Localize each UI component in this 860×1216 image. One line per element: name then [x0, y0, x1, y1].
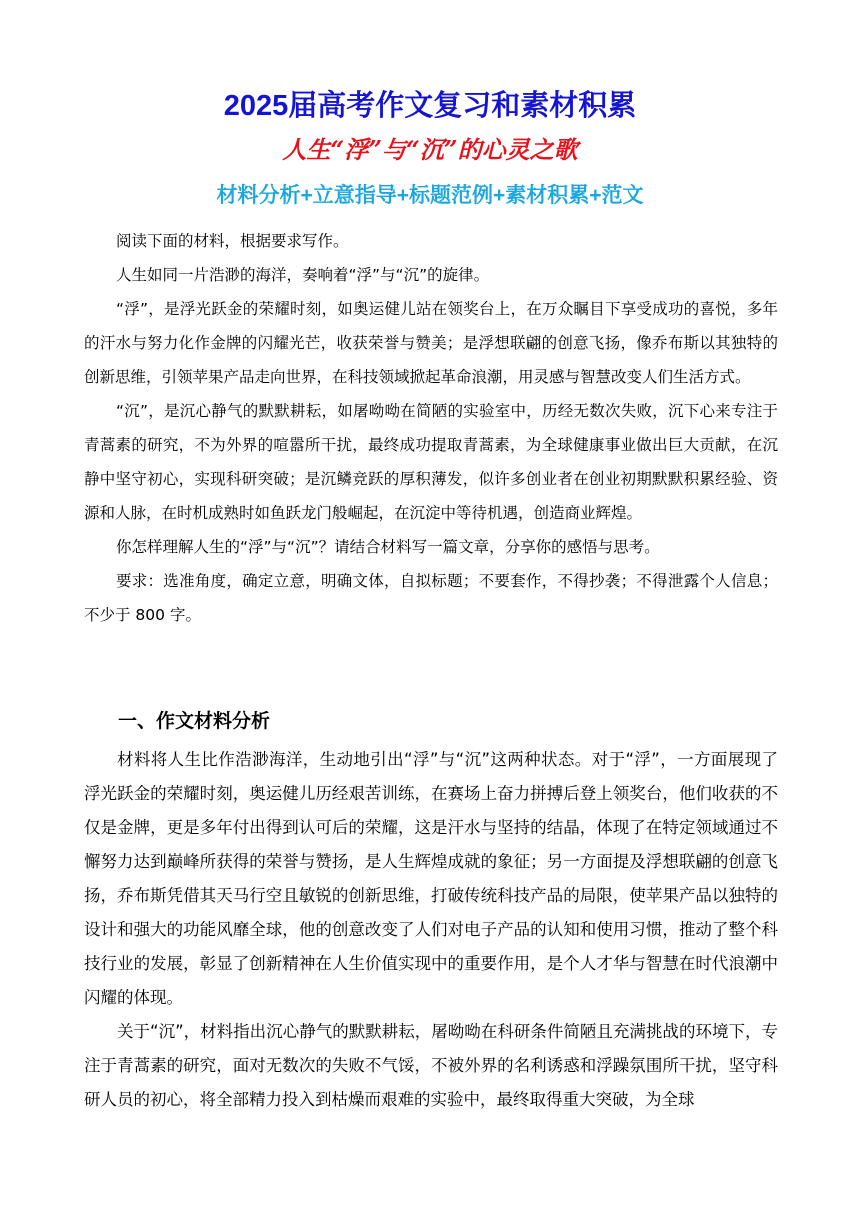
prompt-paragraph: “沉”，是沉心静气的默默耕耘，如屠呦呦在简陋的实验室中，历经无数次失败，沉下心来专注于青蒿素的研究，不为外界的喧嚣所干扰，最终成功提取青蒿素，为全球健康事业做出巨大贡献，在沉静中坚守初心，实现科研突破；是沉鳞竞跃的厚积薄发，似许多创业者在创业初期默默积累经验、资源和人脉，在时机成熟时如鱼跃龙门般崛起，在沉淀中等待机遇，创造商业辉煌。: [84, 402, 778, 522]
document-subtitle: 人生“浮”与“沉”的心灵之歌: [282, 135, 578, 164]
material-analysis: [84, 743, 778, 1117]
section-heading: 一、作文材料分析: [118, 710, 271, 732]
writing-prompt: [84, 224, 778, 632]
analysis-paragraph: 材料将人生比作浩渺海洋，生动地引出“浮”与“沉”这两种状态。对于“浮”，一方面展现了浮光跃金的荣耀时刻，奥运健儿历经艰苦训练，在赛场上奋力拼搏后登上领奖台，他们收获的不仅是金牌，更是多年付出得到认可后的荣耀，这是汗水与坚持的结晶，体现了在特定领域通过不懈努力达到巅峰所获得的荣誉与赞扬，是人生辉煌成就的象征；另一方面提及浮想联翩的创意飞扬，乔布斯凭借其天马行空且敏锐的创新思维，打破传统科技产品的局限，使苹果产品以独特的设计和强大的功能风靡全球，他的创意改变了人们对电子产品的认知和使用习惯，推动了整个科技行业的发展，彰显了创新精神在人生价值实现中的重要作用，是个人才华与智慧在时代浪潮中闪耀的体现。: [84, 750, 778, 1007]
document-title: 2025届高考作文复习和素材积累: [223, 90, 637, 122]
prompt-paragraph: 你怎样理解人生的“浮”与“沉”？请结合材料写一篇文章，分享你的感悟与思考。: [116, 538, 660, 556]
prompt-paragraph: 阅读下面的材料，根据要求写作。: [116, 232, 349, 250]
document-tagline: 材料分析+立意指导+标题范例+素材积累+范文: [216, 184, 644, 207]
prompt-paragraph: “浮”，是浮光跃金的荣耀时刻，如奥运健儿站在领奖台上，在万众瞩目下享受成功的喜悦，多年的汗水与努力化作金牌的闪耀光芒，收获荣誉与赞美；是浮想联翩的创意飞扬，像乔布斯以其独特的创新思维，引领苹果产品走向世界，在科技领域掀起革命浪潮，用灵感与智慧改变人们生活方式。: [84, 300, 778, 386]
prompt-paragraph: 人生如同一片浩渺的海洋，奏响着“浮”与“沉”的旋律。: [116, 266, 490, 284]
analysis-paragraph: 关于“沉”，材料指出沉心静气的默默耕耘，屠呦呦在科研条件简陋且充满挑战的环境下，专注于青蒿素的研究，面对无数次的失败不气馁，不被外界的名利诱惑和浮躁氛围所干扰，坚守科研人员的初心，将全部精力投入到枯燥而艰难的实验中，最终取得重大突破，为全球: [84, 1022, 778, 1109]
prompt-paragraph: 要求：选准角度，确定立意，明确文体，自拟标题；不要套作，不得抄袭；不得泄露个人信息；不少于 800 字。: [84, 572, 778, 624]
